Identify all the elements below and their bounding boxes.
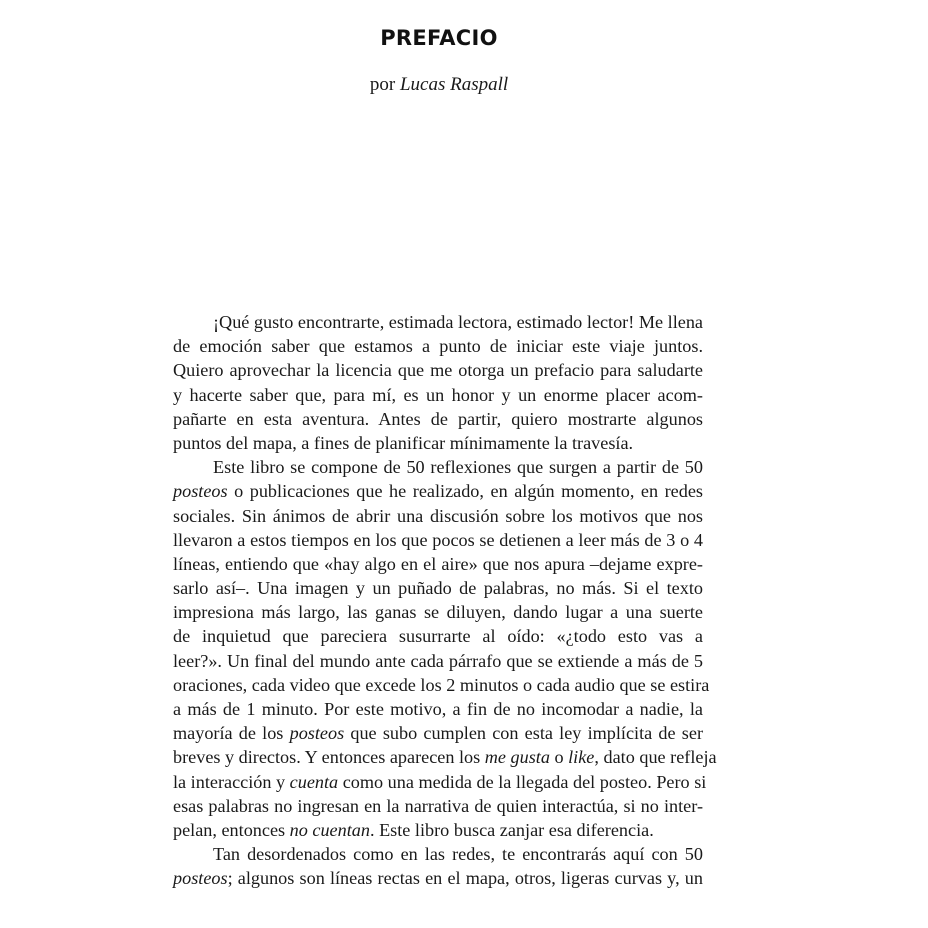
text-segment-italic: posteos xyxy=(289,723,345,744)
text-segment-italic: cuenta xyxy=(289,771,339,792)
text-segment: que subo cumplen con esta ley implícita de ser xyxy=(344,723,703,744)
text-segment-italic: posteos xyxy=(173,481,228,502)
author-name: Lucas Raspall xyxy=(399,74,509,95)
text-segment: sarlo así–. Una imagen y un puñado de palabras, no más. Si el texto xyxy=(173,578,703,599)
text-segment: sociales. Sin ánimos de abrir una discusión sobre los motivos que nos xyxy=(173,505,703,526)
text-segment: breves y directos. Y entonces aparecen los xyxy=(173,747,485,768)
text-segment: o xyxy=(549,747,569,768)
text-segment: esas palabras no ingresan en la narrativa de quien interactúa, si no inter- xyxy=(173,795,703,816)
text-line xyxy=(173,770,707,794)
text-segment: , dato que refleja xyxy=(594,747,717,768)
text-segment: y hacerte saber que, para mí, es un honor y un enorme placer acom- xyxy=(173,384,703,405)
text-segment-italic: like xyxy=(568,747,595,768)
text-segment: pañarte en esta aventura. Antes de partir, quiero mostrarte algunos xyxy=(173,408,703,429)
text-segment-italic: me gusta xyxy=(484,747,550,768)
text-line xyxy=(173,407,703,431)
text-line xyxy=(173,528,703,552)
text-line xyxy=(173,673,710,697)
text-line xyxy=(173,721,703,745)
text-segment: oraciones, cada video que excede los 2 minutos o cada audio que se estira xyxy=(173,674,710,695)
text-segment: llevaron a estos tiempos en los que pocos se detienen a leer más de 3 o 4 xyxy=(173,529,703,550)
text-line xyxy=(173,745,717,769)
text-segment: ¡Qué gusto encontrarte, estimada lectora, estimado lector! Me llena xyxy=(213,312,703,332)
byline xyxy=(0,74,878,96)
text-segment: Tan desordenados como en las redes, te encontrarás aquí con 50 xyxy=(213,844,703,865)
text-line xyxy=(173,842,703,866)
text-line xyxy=(173,334,703,358)
text-segment: impresiona más largo, las ganas se diluyen, dando lugar a una suerte xyxy=(173,602,703,623)
byline-prefix: por xyxy=(369,74,396,95)
text-segment: líneas, entiendo que «hay algo en el aire» que nos apura –dejame expre- xyxy=(173,553,703,574)
text-segment: de inquietud que pareciera susurrarte al oído: «¿todo esto vas a xyxy=(173,626,703,647)
text-segment: o publicaciones que he realizado, en algún momento, en redes xyxy=(227,481,703,502)
text-segment: la interacción y xyxy=(173,771,290,792)
text-line xyxy=(173,697,703,721)
text-line xyxy=(173,794,703,818)
body-text xyxy=(173,310,717,891)
text-segment: puntos del mapa, a fines de planificar mínimamente la travesía. xyxy=(173,432,634,453)
text-line xyxy=(173,866,703,890)
text-line xyxy=(173,358,703,382)
text-line xyxy=(173,624,703,648)
text-segment-italic: no cuentan xyxy=(289,819,370,840)
text-line xyxy=(173,649,703,673)
text-line xyxy=(173,576,703,600)
text-line xyxy=(173,552,703,576)
text-segment: ; algunos son líneas rectas en el mapa, otros, ligeras curvas y, un xyxy=(227,868,703,889)
text-segment: de emoción saber que estamos a punto de iniciar este viaje juntos. xyxy=(173,336,703,357)
text-line xyxy=(173,818,703,842)
text-segment: leer?». Un final del mundo ante cada párrafo que se extiende a más de 5 xyxy=(173,650,703,671)
text-segment: como una medida de la llegada del posteo. Pero si xyxy=(338,771,707,792)
text-line xyxy=(173,383,703,407)
text-segment: . Este libro busca zanjar esa diferencia. xyxy=(369,819,654,840)
chapter-title: PREFACIO xyxy=(380,26,498,50)
text-line xyxy=(173,504,703,528)
text-line xyxy=(173,455,703,479)
text-segment: a más de 1 minuto. Por este motivo, a fin de no incomodar a nadie, la xyxy=(173,699,703,719)
text-line xyxy=(173,600,703,624)
text-segment: mayoría de los xyxy=(173,723,290,744)
text-segment: Este libro se compone de 50 reflexiones que surgen a partir de 50 xyxy=(213,457,703,478)
text-segment: Quiero aprovechar la licencia que me otorga un prefacio para saludarte xyxy=(173,360,703,381)
text-line xyxy=(173,431,703,455)
text-line xyxy=(173,310,703,334)
text-line xyxy=(173,479,703,503)
text-segment: pelan, entonces xyxy=(173,819,290,840)
text-segment-italic: posteos xyxy=(173,868,228,889)
